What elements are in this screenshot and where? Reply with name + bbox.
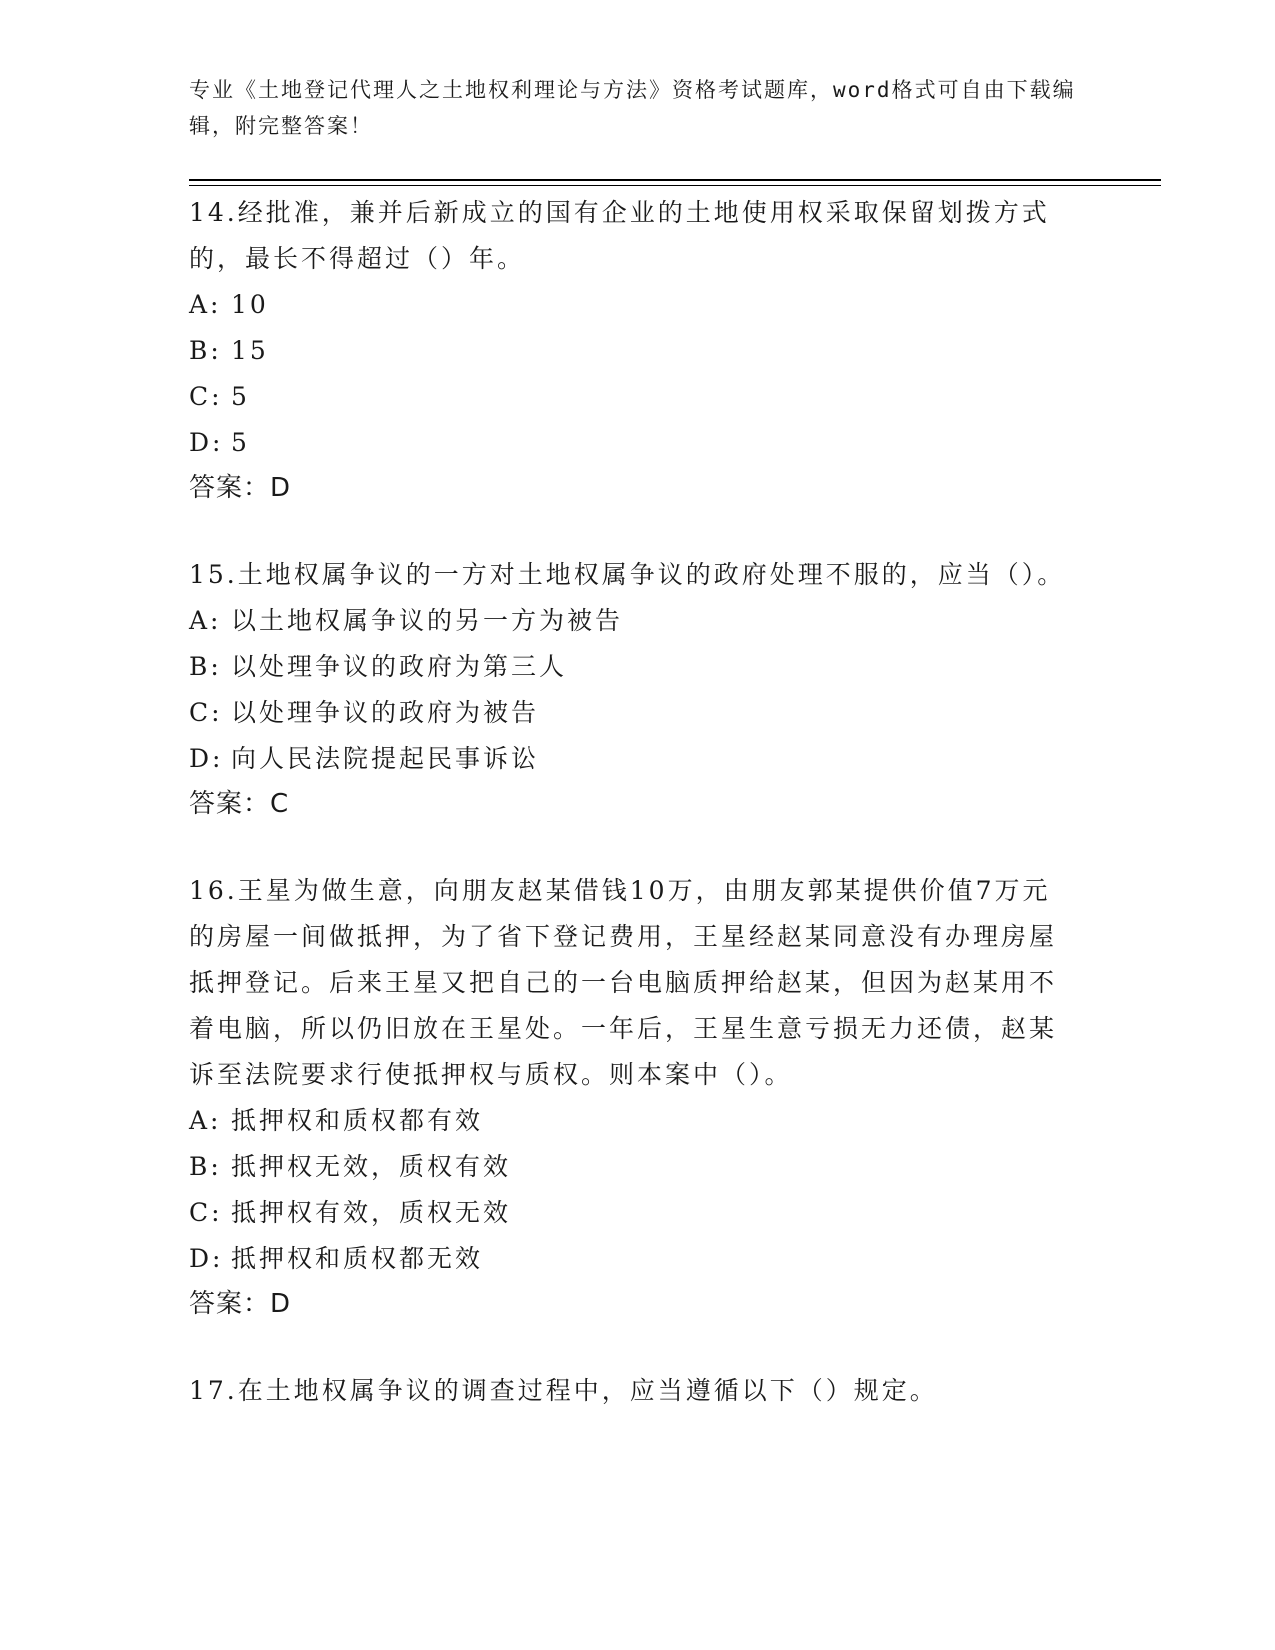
answer: 答案：D — [189, 473, 292, 503]
option-key: A: — [189, 290, 222, 319]
option-c — [189, 1190, 1069, 1236]
header-divider — [189, 179, 1161, 181]
option-text: 抵押权和质权都无效 — [231, 1244, 484, 1273]
question-text: 14.经批准，兼并后新成立的国有企业的土地使用权采取保留划拨方式的，最长不得超过（）年。 — [189, 198, 1050, 273]
option-b — [189, 328, 1069, 374]
question-14 — [189, 190, 1069, 510]
question-15 — [189, 552, 1069, 826]
option-c — [189, 374, 1069, 420]
option-text: 以处理争议的政府为第三人 — [231, 652, 568, 681]
question-text: 16.王星为做生意，向朋友赵某借钱10万，由朋友郭某提供价值7万元的房屋一间做抵押，为了省下登记费用，王星经赵某同意没有办理房屋抵押登记。后来王星又把自己的一台电脑质押给赵某，但因为赵某用不着电脑，所以仍旧放在王星处。一年后，王星生意亏损无力还债，赵某诉至法院要求行使抵押权与质权。则本案中（）。 — [189, 876, 1058, 1089]
option-text: 向人民法院提起民事诉讼 — [231, 744, 540, 773]
option-c — [189, 690, 1069, 736]
option-b — [189, 644, 1069, 690]
option-key: D: — [189, 744, 224, 773]
option-key: A: — [189, 1106, 222, 1135]
option-key: D: — [189, 1244, 224, 1273]
option-key: C: — [189, 698, 223, 727]
option-text: 5 — [231, 428, 250, 457]
option-d — [189, 420, 1069, 466]
option-key: C: — [189, 1198, 223, 1227]
option-text: 抵押权无效，质权有效 — [231, 1152, 512, 1181]
option-text: 以土地权属争议的另一方为被告 — [231, 606, 624, 635]
answer: 答案：D — [189, 1289, 292, 1319]
option-text: 5 — [231, 382, 250, 411]
question-text: 15.土地权属争议的一方对土地权属争议的政府处理不服的，应当（）。 — [189, 560, 1066, 589]
question-text: 17.在土地权属争议的调查过程中，应当遵循以下（）规定。 — [189, 1376, 938, 1405]
option-text: 抵押权和质权都有效 — [231, 1106, 484, 1135]
option-d — [189, 736, 1069, 782]
question-17 — [189, 1368, 1069, 1414]
answer: 答案：C — [189, 789, 290, 819]
option-key: B: — [189, 336, 222, 365]
header-divider-thin — [189, 185, 1161, 186]
option-key: A: — [189, 606, 222, 635]
option-text: 以处理争议的政府为被告 — [231, 698, 540, 727]
option-a — [189, 598, 1069, 644]
option-b — [189, 1144, 1069, 1190]
option-key: C: — [189, 382, 223, 411]
option-text: 抵押权有效，质权无效 — [231, 1198, 512, 1227]
document-header: 专业《土地登记代理人之土地权利理论与方法》资格考试题库，word格式可自由下载编辑，附完整答案！ — [189, 78, 1076, 138]
option-text: 15 — [231, 336, 269, 365]
option-a — [189, 282, 1069, 328]
question-list — [189, 190, 1069, 1456]
option-text: 10 — [231, 290, 269, 319]
question-16 — [189, 868, 1069, 1326]
option-d — [189, 1236, 1069, 1282]
option-a — [189, 1098, 1069, 1144]
option-key: B: — [189, 652, 222, 681]
option-key: D: — [189, 428, 224, 457]
option-key: B: — [189, 1152, 222, 1181]
